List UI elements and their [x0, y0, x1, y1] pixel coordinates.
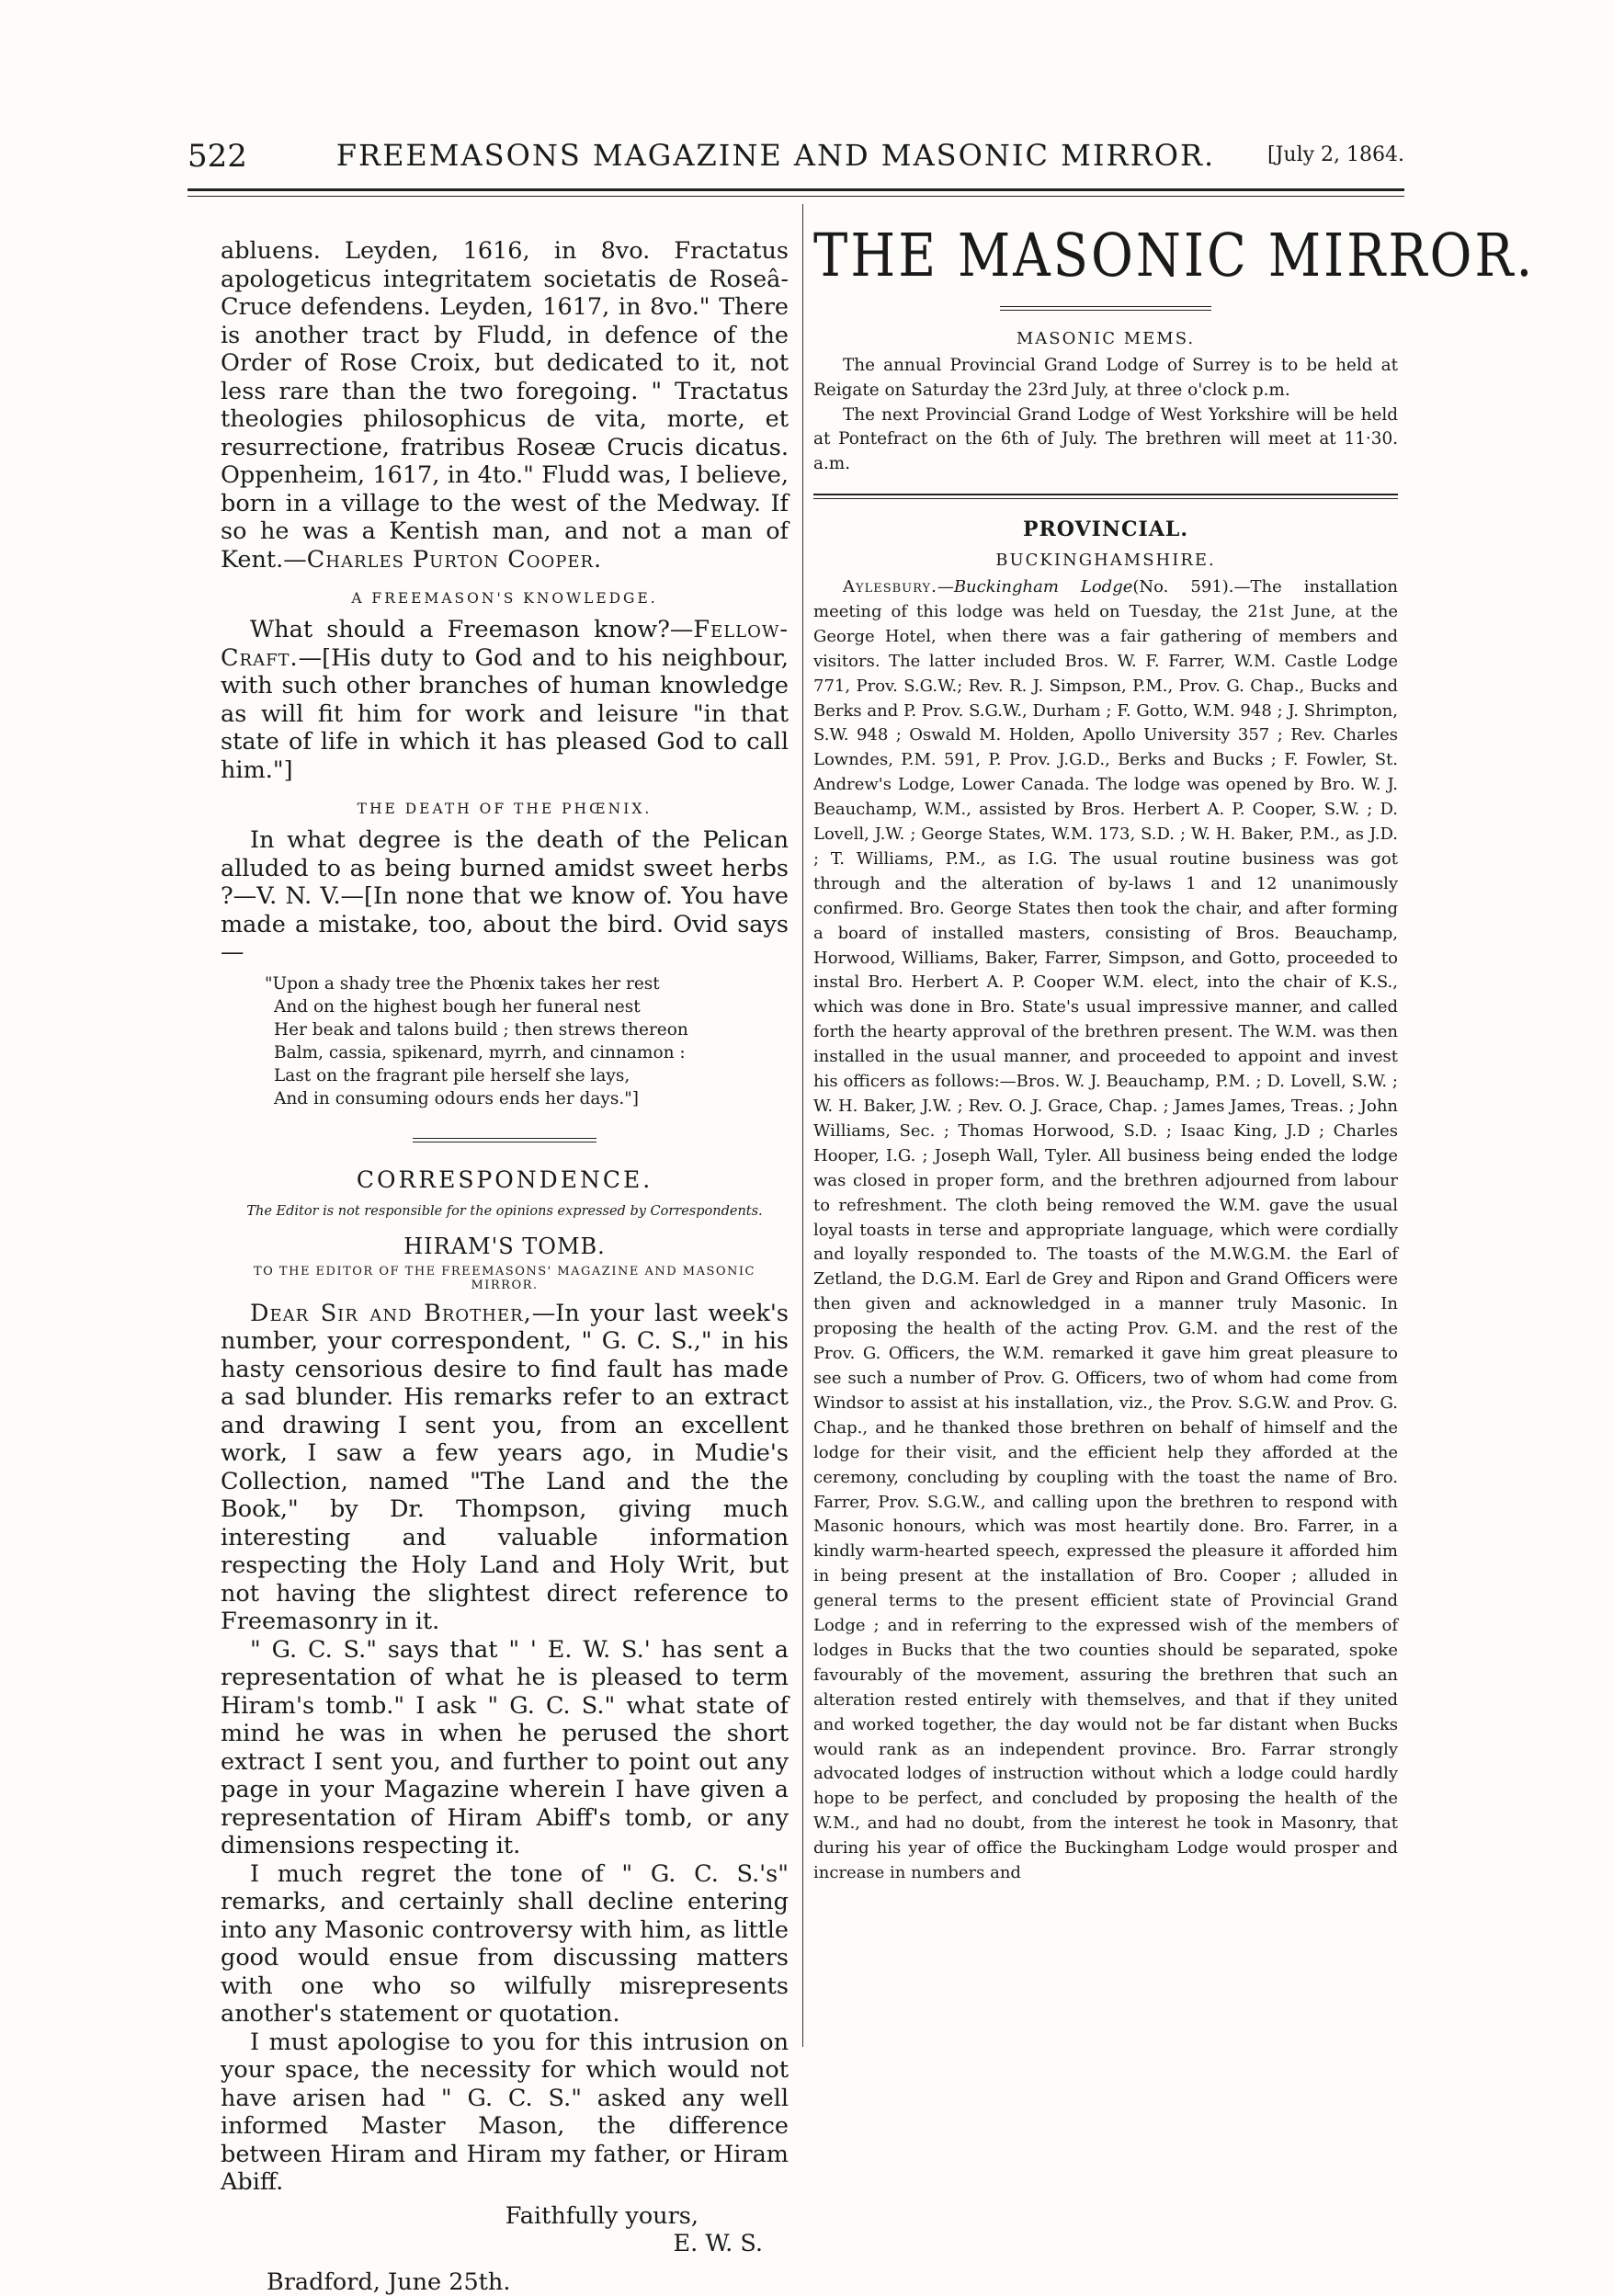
letter-signature: E. W. S. — [673, 2229, 763, 2257]
poem-line: Balm, cassia, spikenard, myrrh, and cinnamon : — [274, 1042, 686, 1063]
phoenix-paragraph: In what degree is the death of the Pelican alluded to as being burned amidst sweet herbs ?—V. N. V.—[In none that we know of. You have made a mistake, too, about the bird. Ovid says— — [221, 826, 789, 966]
column-divider — [802, 204, 803, 2047]
lodge-name: Buckingham Lodge — [953, 576, 1133, 597]
left-column — [221, 237, 789, 2296]
poem-line: "Upon a shady tree the Phœnix takes her rest — [265, 973, 660, 994]
poem-line: Her beak and talons build ; then strews thereon — [274, 1019, 688, 1040]
closing: Faithfully yours, — [505, 2201, 699, 2230]
hirams-tomb-heading: HIRAM'S TOMB. — [403, 1233, 606, 1259]
poem-line: Last on the fragrant pile herself she lays, — [274, 1065, 630, 1085]
provincial-heading: PROVINCIAL. — [1022, 517, 1189, 541]
letter-paragraph-4: I must apologise to you for this intrusion on your space, the necessity for which would not have arisen had " G. C. S." asked any well informed Master Mason, the difference between Hiram and Hiram my father, or Hiram Abiff. — [221, 2028, 789, 2196]
letter-paragraph-3: I much regret the tone of " G. C. S.'s" remarks, and certainly shall decline entering into any Masonic controversy with him, as little good would ensue from discussing matters with one who so wilfully misrepresents another's statement or quotation. — [221, 1859, 789, 2028]
right-column — [813, 221, 1536, 1886]
dateline: Bradford, June 25th. — [267, 2268, 511, 2296]
header-rule-thin — [187, 196, 1404, 197]
section-rule — [813, 494, 1398, 499]
running-title: FREEMASONS MAGAZINE AND MASONIC MIRROR. — [335, 138, 1216, 173]
ovid-poem — [265, 972, 789, 1110]
masonic-mirror-title: THE MASONIC MIRROR. — [813, 221, 1536, 291]
title-divider — [1000, 306, 1211, 311]
poem-line: And in consuming odours ends her days."] — [274, 1088, 639, 1108]
poem-line: And on the highest bough her funeral nest — [274, 996, 641, 1017]
letter-paragraph-2: " G. C. S." says that " ' E. W. S.' has sent a representation of what he is pleased to term Hiram's tomb." I ask " G. C. S." what state of mind he was in when he perused the short extract I sent you, and further to point out any page in your Magazine wherein I have given a representation of Hiram Abiff's tomb, or any dimensions respecting it. — [221, 1635, 789, 1859]
rose-croix-paragraph: abluens. Leyden, 1616, in 8vo. Fractatus apologeticus integritatem societatis de Roseâ-Cruce defendens. Leyden, 1617, in 8vo." There is another tract by Fludd, in defence of the Order of Rose Croix, but dedicated to it, not less rare than the two foregoing. " Tractatus theologies philosophicus de vita, morte, et resurrectione, fratribus Roseæ Crucis dicatus. Oppenheim, 1617, in 4to." Fludd was, I believe, born in a village to the west of the Medway. If so he was a Kentish man, and not a man of Kent.—Charles Purton Cooper. — [221, 237, 789, 574]
editor-disclaimer: The Editor is not responsible for the opinions expressed by Correspondents. — [246, 1203, 763, 1219]
cooper-signature: Charles Purton Cooper. — [306, 545, 603, 574]
mem-item: The annual Provincial Grand Lodge of Surrey is to be held at Reigate on Saturday the 23rd July, at three o'clock p.m. — [813, 356, 1398, 400]
header-rule — [187, 188, 1404, 191]
aylesbury-report: Aylesbury.—Buckingham Lodge(No. 591).—The installation meeting of this lodge was held on Tuesday, the 21st June, at the George Hotel, when there was a fair gathering of members and visitors. The latter included Bros. W. F. Farrer, W.M. Castle Lodge 771, Prov. S.G.W.; Rev. R. J. Simpson, P.M., Prov. G. Chap., Bucks and Berks and P. Prov. S.G.W., Durham ; F. Gotto, W.M. 948 ; J. Shrimpton, S.W. 948 ; Oswald M. Holden, Apollo University 357 ; Rev. Charles Lowndes, P.M. 591, P. Prov. J.G.D., Berks and Bucks ; F. Fowler, St. Andrew's Lodge, Lower Canada. The lodge was opened by Bro. W. J. Beauchamp, W.M., assisted by Bros. Herbert A. P. Cooper, S.W. ; D. Lovell, J.W. ; George States, W.M. 173, S.D. ; W. H. Baker, P.M., as J.D. ; T. Williams, P.M., as I.G. The usual routine business was got through and the alteration of by-laws 1 and 12 unanimously confirmed. Bro. George States then took the chair, and after forming a board of installed masters, consisting of Bros. Beauchamp, Horwood, Williams, Baker, Farrer, Simpson, and Gotto, proceeded to instal Bro. Herbert A. P. Cooper W.M. elect, into the chair of K.S., which was done in Bro. State's usual impressive manner, and called forth the hearty approval of the brethren present. The W.M. was then installed in the usual manner, and proceeded to appoint and invest his officers as follows:—Bros. W. J. Beauchamp, P.M. ; D. Lovell, S.W. ; W. H. Baker, J.W. ; Rev. O. J. Grace, Chap. ; James James, Treas. ; John Williams, Sec. ; Thomas Horwood, S.D. ; Isaac King, J.D ; Charles Hooper, I.G. ; Joseph Wall, Tyler. All business being ended the lodge was closed in proper form, and the brethren adjourned from labour to refreshment. The cloth being removed the W.M. gave the usual loyal toasts in terse and appropriate language, which were cordially and loyally responded to. The toasts of the M.W.G.M. the Earl of Zetland, the D.G.M. Earl de Grey and Ripon and Grand Officers were then given and acknowledged in a manner truly Masonic. In proposing the health of the acting Prov. G.M. and the rest of the Prov. G. Officers, the W.M. remarked it gave him great pleasure to see such a number of Prov. G. Officers, two of whom had come from Windsor to assist at his installation, viz., the Prov. S.G.W. and Prov. G. Chap., and he thanked those brethren on behalf of himself and the lodge for their visit, and the efficient help they afforded at the ceremony, concluding by coupling with the toast the name of Bro. Farrer, Prov. S.G.W., and calling upon the brethren to respond with Masonic honours, which was most heartily done. Bro. Farrer, in a kindly warm-hearted speech, expressed the pleasure it afforded him in being present at the installation of Bro. Cooper ; alluded in general terms to the present efficient state of Provincial Grand Lodge ; and in referring to the expressed wish of the members of lodges in Bucks that the two counties should be separated, spoke favourably of the movement, assuring the brethren that such an alteration rested entirely with themselves, and that if they united and worked together, the day would not be far distant when Bucks would rank as an independent province. Bro. Farrar strongly advocated lodges of instruction without which a lodge could hardly hope to be perfect, and concluded by proposing the health of the W.M., and had no doubt, from the interest he took in Masonry, that during his year of office the Buckingham Lodge would prosper and increase in numbers and — [813, 576, 1398, 1883]
place-name: Aylesbury. — [843, 576, 937, 597]
mem-item: The next Provincial Grand Lodge of West Yorkshire will be held at Pontefract on the 6th of July. The brethren will meet at 11·30. a.m. — [813, 404, 1398, 474]
salutation: Dear Sir and Brother, — [250, 1299, 532, 1327]
section-divider — [413, 1138, 596, 1142]
phoenix-heading: THE DEATH OF THE PHŒNIX. — [357, 801, 653, 817]
correspondence-heading: CORRESPONDENCE. — [356, 1165, 653, 1193]
county-heading: BUCKINGHAMSHIRE. — [995, 550, 1216, 570]
letter-paragraph-1: Dear Sir and Brother,—In your last week's number, your correspondent, " G. C. S.," in his hasty censorious desire to find fault has made a sad blunder. His remarks refer to an extract and drawing I sent you, from an excellent work, I saw a few years ago, in Mudie's Collection, named "The Land and the the Book," by Dr. Thompson, giving much interesting and valuable information respecting the Holy Land and Holy Writ, but not having the slightest direct reference to Freemasonry in it. — [221, 1299, 789, 1635]
mems-heading: MASONIC MEMS. — [1016, 329, 1196, 348]
letter-address: TO THE EDITOR OF THE FREEMASONS' MAGAZINE AND MASONIC MIRROR. — [253, 1264, 756, 1292]
page-number: 522 — [187, 138, 247, 175]
issue-date: [July 2, 1864. — [1267, 143, 1404, 166]
knowledge-paragraph: What should a Freemason know?—Fellow-Craft.—[His duty to God and to his neighbour, with such other branches of human knowledge as will fit him for work and leisure "in that state of life in which it has pleased God to call him."] — [221, 616, 789, 784]
mems-section — [813, 354, 1398, 477]
knowledge-heading: A FREEMASON'S KNOWLEDGE. — [351, 590, 658, 607]
fellow-craft-signature: Fellow-Craft. — [221, 616, 789, 672]
page-header — [187, 138, 1404, 184]
